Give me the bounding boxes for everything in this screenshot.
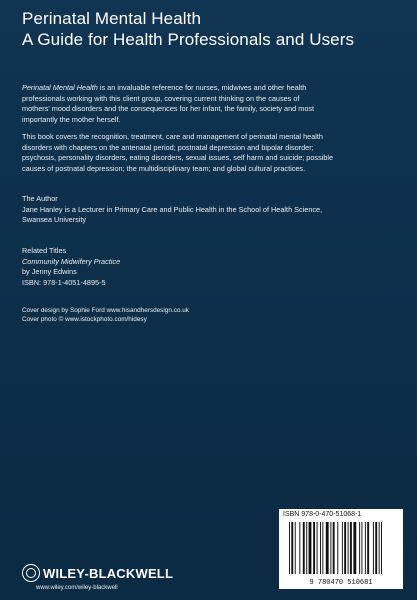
description-line: mothers' mood disorders and the consequences for her infant, the family, society and most (22, 104, 315, 114)
barcode-digits: 9 780470 510681 (309, 579, 373, 586)
author-section (22, 194, 396, 226)
description-line: importantly the mother herself. (22, 114, 121, 124)
book-title (22, 8, 402, 50)
barcode-box (279, 509, 403, 589)
barcode-isbn-label: ISBN 978-0-470-51068-1 (283, 511, 362, 518)
barcode-icon (281, 520, 401, 586)
photo-credit: Cover photo © www.istockphoto.com/hidesy (22, 316, 147, 323)
description-line: disorders with chapters on the antenatal period; postnatal depression and bipolar disorder; (22, 142, 314, 152)
design-credit: Cover design by Sophie Ford www.hisandhersdesign.co.uk (22, 307, 189, 314)
publisher-logo (22, 564, 173, 582)
related-book-title: Community Midwifery Practice (22, 256, 121, 266)
title-line-2: A Guide for Health Professionals and Users (22, 30, 355, 49)
description-line-1-rest: is an invaluable reference for nurses, midwives and other health (97, 83, 307, 92)
related-book-isbn: ISBN: 978-1-4051-4895-5 (22, 277, 106, 287)
wiley-mark-icon (22, 564, 40, 582)
author-bio-line: Swansea University (22, 215, 87, 225)
description-book-title: Perinatal Mental Health (22, 83, 98, 92)
description-line: psychosis, personality disorders, eating disorders, sexual issues, self harm and suicide; possible (22, 153, 334, 163)
publisher-name: WILEY-BLACKWELL (43, 565, 174, 581)
description-paragraph-1 (22, 83, 396, 125)
description-line: professionals working with this client group, covering current thinking on the causes of (22, 93, 300, 103)
author-heading: The Author (22, 194, 58, 203)
description-paragraph-2 (22, 132, 396, 174)
title-line-1: Perinatal Mental Health (22, 9, 202, 28)
description-line (22, 83, 396, 94)
related-book-author: by Jenny Edwins (22, 267, 77, 277)
description-line: causes of postnatal depression; the multidisciplinary team; and global cultural practices. (22, 163, 306, 173)
publisher-url: www.wiley.com/wiley-blackwell (36, 585, 118, 591)
related-heading: Related Titles (22, 246, 67, 255)
author-bio-line: Jane Hanley is a Lecturer in Primary Care and Public Health in the School of Health Science, (22, 204, 323, 214)
related-titles-section (22, 246, 396, 288)
cover-credits (22, 306, 396, 324)
description-line: This book covers the recognition, treatment, care and management of perinatal mental health (22, 132, 323, 141)
